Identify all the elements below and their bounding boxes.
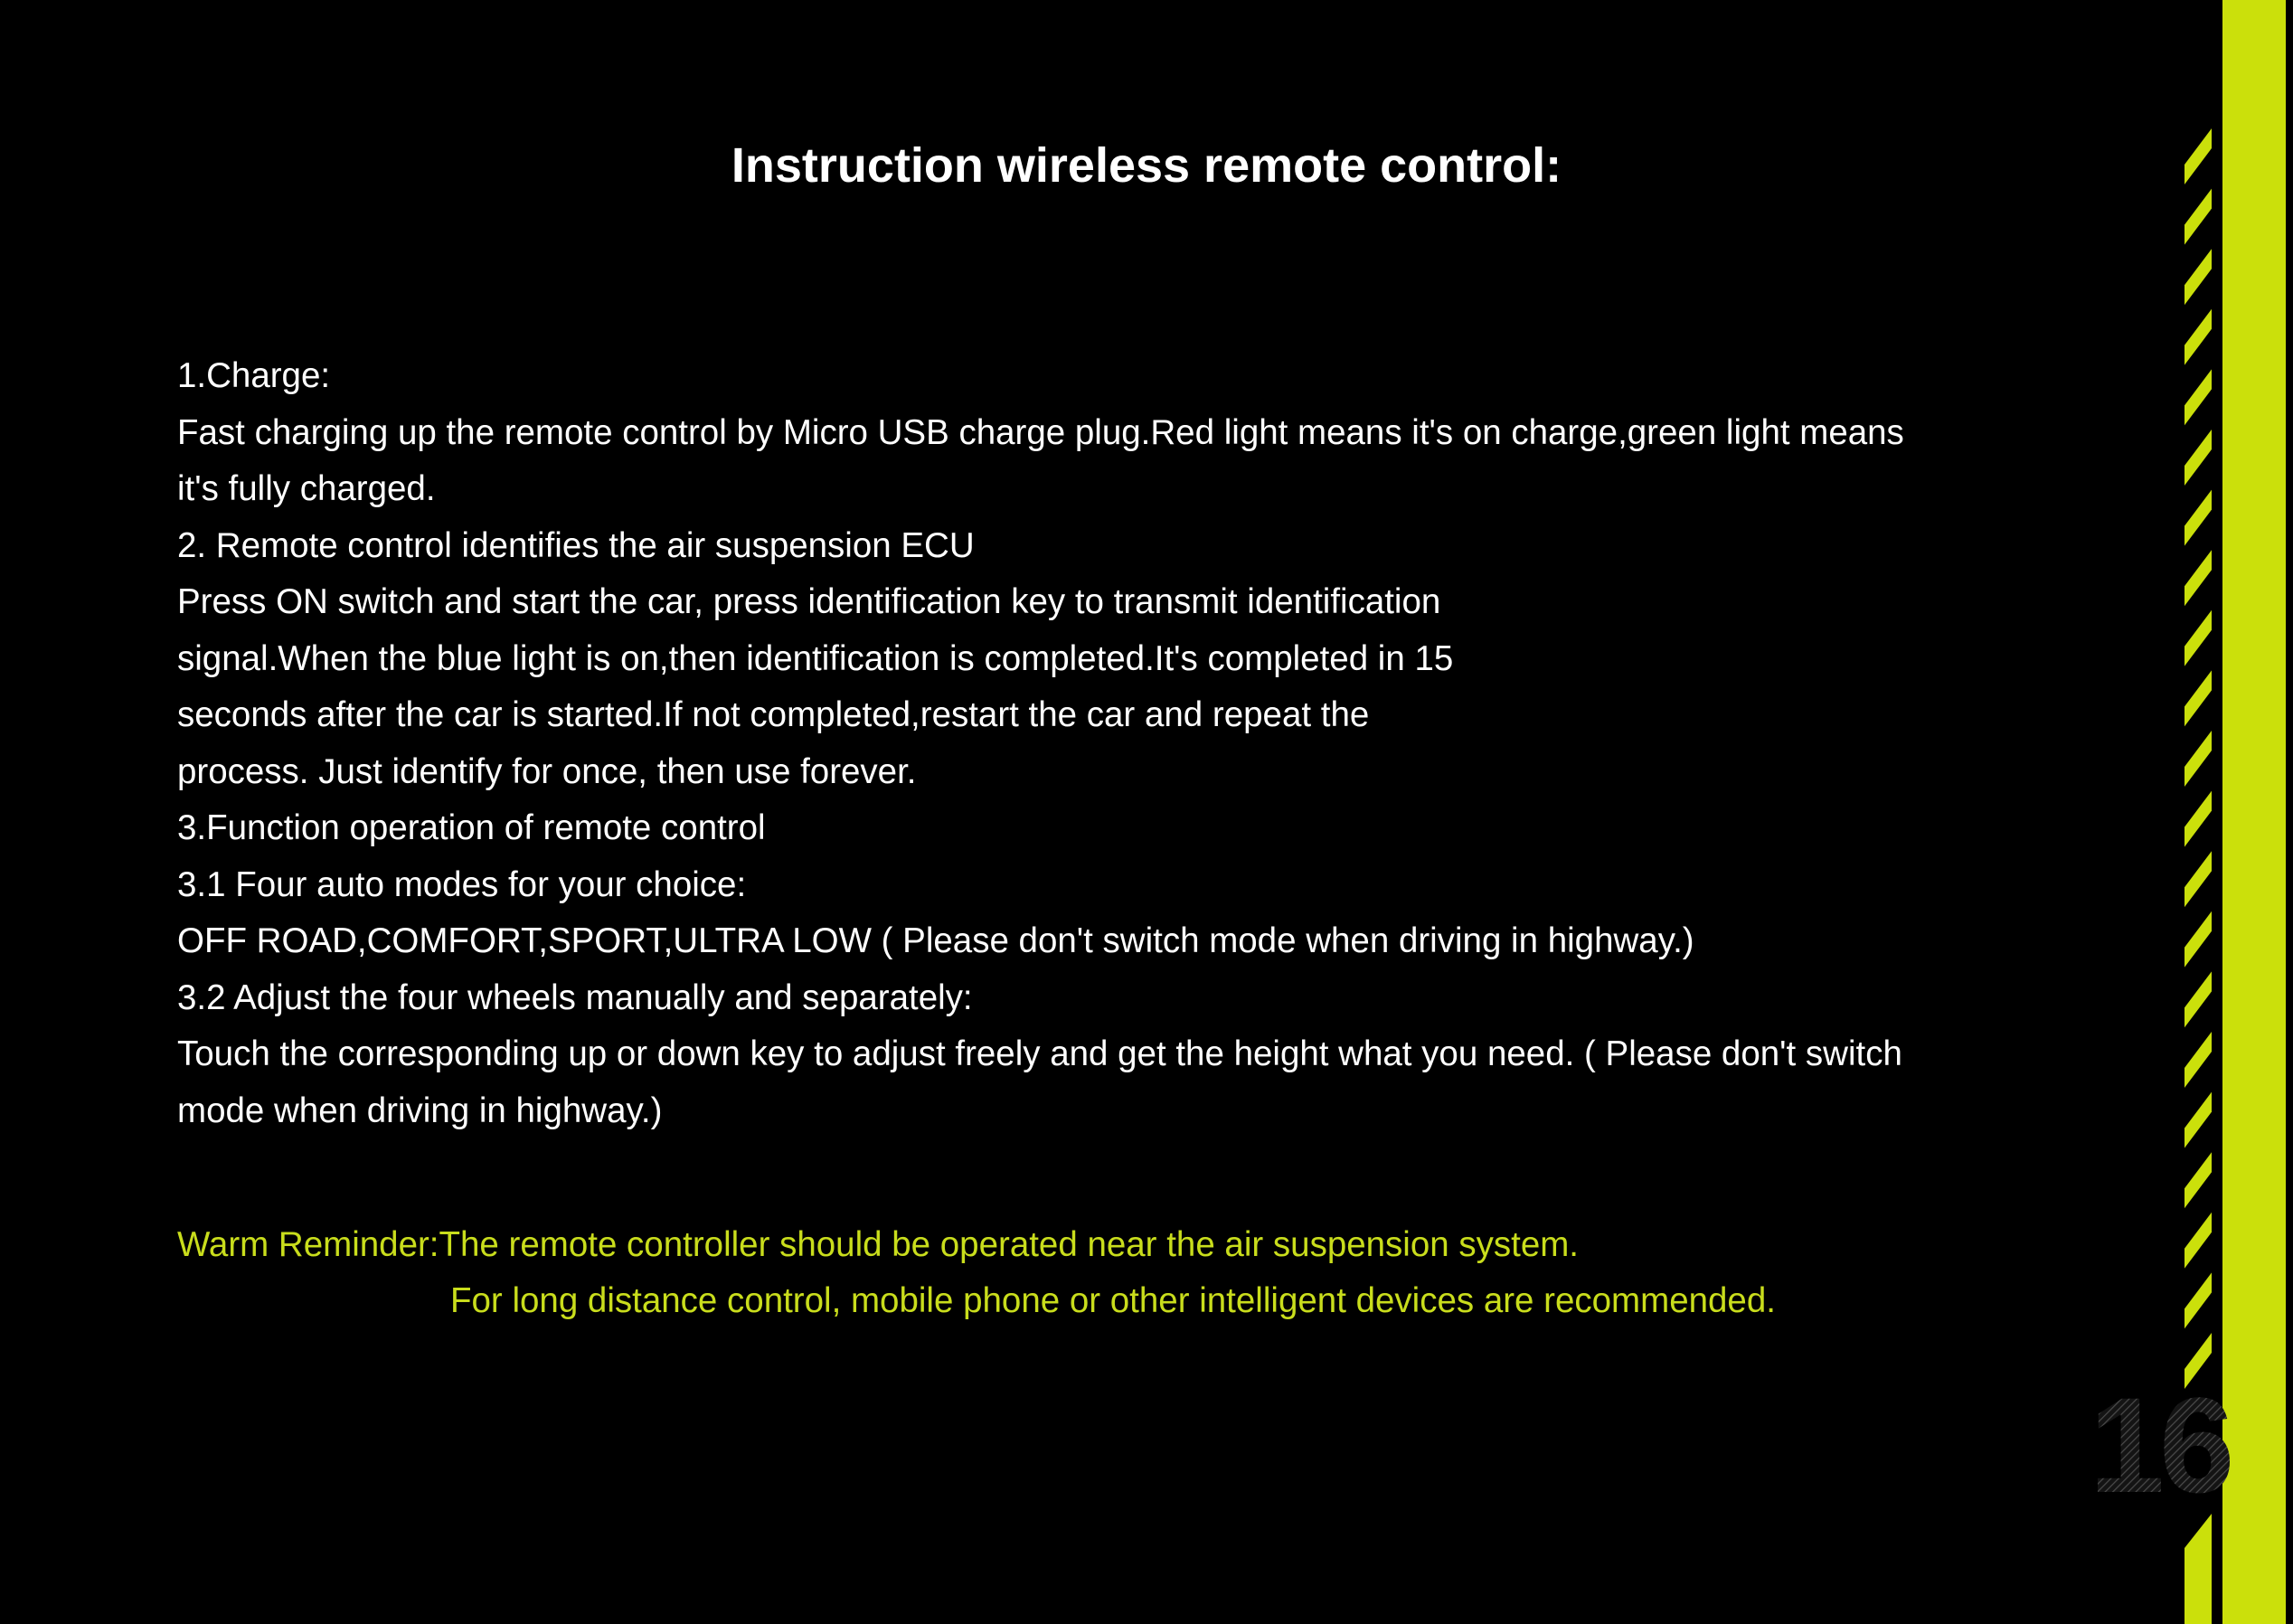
hazard-stripe (2184, 670, 2212, 726)
page-number (2089, 1369, 2230, 1521)
instruction-line: 1.Charge: (177, 356, 331, 395)
instruction-line: process. Just identify for once, then use forever. (177, 751, 917, 791)
hazard-stripe (2184, 490, 2212, 546)
instruction-line: OFF ROAD,COMFORT,SPORT,ULTRA LOW ( Please don't switch mode when driving in highway.) (177, 921, 1694, 960)
instruction-line: signal.When the blue light is on,then identification is completed.It's completed in 15 (177, 638, 1454, 678)
hazard-stripe (2184, 128, 2212, 184)
hazard-stripe (2184, 791, 2212, 847)
hazard-stripe (2184, 1152, 2212, 1208)
hazard-stripe (2184, 911, 2212, 968)
page-number-text: 16 (2089, 1369, 2230, 1521)
hazard-stripe (2184, 1514, 2212, 1624)
hazard-stripe (2184, 971, 2212, 1027)
instruction-line: 3.Function operation of remote control (177, 808, 766, 847)
hazard-stripe (2184, 369, 2212, 425)
accent-side-band (2222, 0, 2286, 1624)
instruction-line: Fast charging up the remote control by Micro USB charge plug.Red light means it's on charge,green light means (177, 412, 1904, 452)
reminder-line: Warm Reminder:The remote controller should be operated near the air suspension system. (177, 1225, 1580, 1264)
hazard-stripe (2184, 1092, 2212, 1148)
hazard-stripe (2184, 550, 2212, 606)
hazard-stripe (2184, 430, 2212, 486)
instruction-line: 3.1 Four auto modes for your choice: (177, 864, 747, 904)
instruction-line: mode when driving in highway.) (177, 1091, 663, 1130)
hazard-stripe (2184, 731, 2212, 787)
hazard-stripe (2184, 309, 2212, 365)
reminder-line: For long distance control, mobile phone or other intelligent devices are recommended. (450, 1281, 1776, 1320)
instruction-line: it's fully charged. (177, 469, 436, 508)
hazard-stripe (2184, 189, 2212, 245)
instruction-line: Touch the corresponding up or down key to adjust freely and get the height what you need. ( Please don't switch (177, 1034, 1902, 1073)
hazard-stripe (2184, 249, 2212, 305)
hazard-stripe (2184, 1213, 2212, 1269)
hazard-stripe (2184, 1272, 2212, 1328)
warm-reminder (177, 1217, 2121, 1329)
hazard-stripe (2184, 851, 2212, 907)
hazard-stripe (2184, 610, 2212, 666)
page-title: Instruction wireless remote control: (731, 138, 1562, 193)
instruction-line: seconds after the car is started.If not completed,restart the car and repeat the (177, 695, 1370, 734)
instruction-line: 2. Remote control identifies the air suspension ECU (177, 525, 975, 565)
instruction-body (177, 348, 2112, 1139)
instruction-line: 3.2 Adjust the four wheels manually and separately: (177, 977, 973, 1017)
hazard-stripe (2184, 1032, 2212, 1088)
instruction-line: Press ON switch and start the car, press identification key to transmit identification (177, 582, 1441, 621)
